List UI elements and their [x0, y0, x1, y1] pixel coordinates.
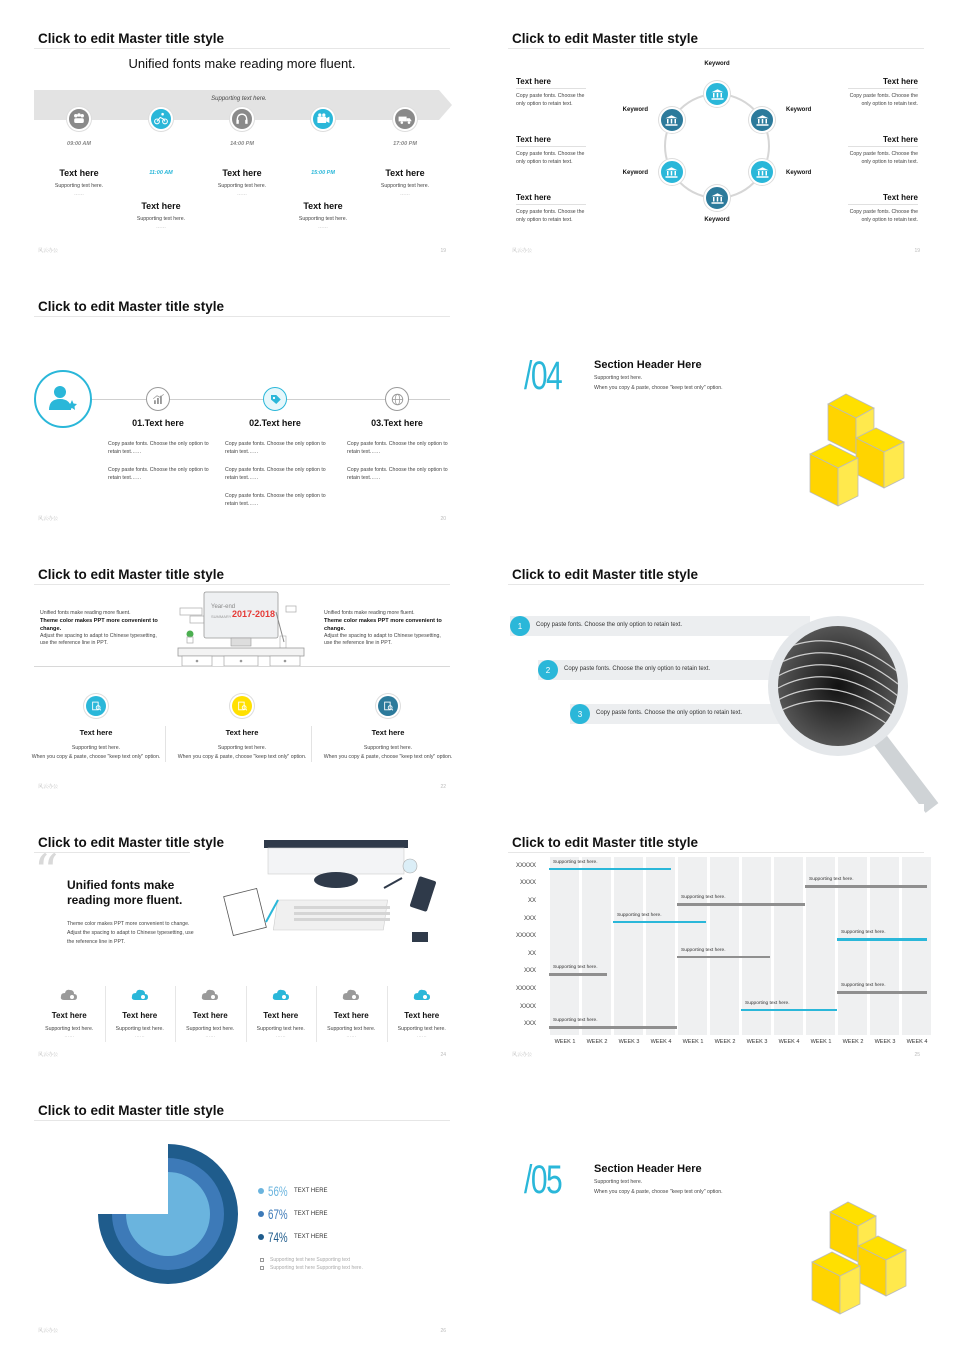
milestone-sub: Supporting text here. — [380, 183, 430, 189]
screen-small: Year-end — [211, 604, 236, 610]
checkbox-icon — [260, 1258, 264, 1262]
keyword-label: Keyword — [704, 61, 730, 67]
left-text-block — [40, 610, 165, 647]
week-column — [870, 857, 899, 1035]
divider — [508, 584, 924, 585]
legend-label: TEXT HERE — [294, 1211, 328, 1217]
bank-icon — [704, 81, 730, 107]
legend-label: TEXT HERE — [294, 1234, 328, 1240]
row-label: XXXXX — [515, 862, 536, 869]
bar-number: 3 — [570, 704, 590, 724]
section-sub2: When you copy & paste, choose "keep text only" option. — [594, 1189, 723, 1195]
legend-percent: 56% — [268, 1183, 288, 1199]
row-label: XXX — [523, 968, 536, 975]
column-sub: Supporting text here. — [256, 1026, 305, 1032]
keyword-label: Keyword — [704, 217, 730, 223]
column-sub: Supporting text here. — [186, 1026, 235, 1032]
right-item-rule — [848, 88, 918, 89]
slide-gantt — [474, 804, 928, 1064]
right-item-title: Text here — [883, 135, 918, 144]
milestone-title: Text here — [222, 168, 262, 178]
desk-illustration — [226, 840, 446, 956]
column-dots: …… — [64, 1033, 75, 1039]
footer-logo: 风云办公 — [38, 248, 59, 254]
gantt-bar-text: Supporting text here. — [681, 947, 726, 953]
left-line3: Adjust the spacing to adapt to Chinese typesetting, use the reference line in PPT. — [40, 633, 157, 646]
week-label: WEEK 4 — [906, 1039, 928, 1045]
headline: Unified fonts make reading more fluent. — [128, 56, 356, 71]
slide-title: Click to edit Master title style — [512, 31, 699, 46]
slide-title: Click to edit Master title style — [512, 567, 699, 582]
column-dots: …… — [205, 1033, 216, 1039]
radial-chart — [96, 1142, 246, 1288]
step-title: 03.Text here — [371, 418, 423, 428]
bank-icon — [659, 159, 685, 185]
milestone-dots: …… — [156, 224, 166, 230]
footer-logo: 风云办公 — [38, 1328, 59, 1334]
milestone-time: 17:00 PM — [393, 141, 417, 147]
slide-title: Click to edit Master title style — [38, 835, 225, 850]
page-number: 22 — [440, 784, 446, 790]
slide-section-04 — [474, 268, 924, 528]
left-item-rule — [516, 88, 586, 89]
legend-dot — [258, 1188, 264, 1194]
gantt-bar — [805, 885, 927, 888]
column-sub: Supporting text here. — [115, 1026, 164, 1032]
left-line2: Theme color makes PPT more convenient to change. — [40, 618, 158, 632]
arrow-text: Supporting text here. — [211, 96, 267, 102]
quote-icon: “ — [34, 844, 59, 900]
column-line2: When you copy & paste, choose "keep text only" option. — [323, 754, 453, 760]
step-paragraph: Copy paste fonts. Choose the only option to retain text…… — [225, 467, 326, 481]
step-paragraph: Copy paste fonts. Choose the only option to retain text…… — [108, 467, 209, 481]
row-label: XX — [527, 950, 536, 957]
footer-logo: 风云办公 — [512, 248, 533, 254]
milestone-title: Text here — [59, 168, 99, 178]
bar-text: Copy paste fonts. Choose the only option to retain text. — [564, 666, 711, 672]
right-line1: Unified fonts make reading more fluent. — [324, 610, 415, 616]
gantt-bar — [549, 1026, 677, 1029]
user-star-icon — [34, 370, 92, 428]
step-paragraph: Copy paste fonts. Choose the only option to retain text…… — [347, 467, 448, 481]
search-doc-icon — [86, 696, 106, 716]
week-label: WEEK 1 — [554, 1039, 576, 1045]
left-item-title: Text here — [516, 193, 551, 202]
column-title: Text here — [51, 1011, 87, 1020]
week-label: WEEK 2 — [714, 1039, 736, 1045]
right-text-block — [324, 610, 449, 647]
step-paragraph: Copy paste fonts. Choose the only option to retain text…… — [347, 441, 448, 455]
divider — [34, 584, 450, 585]
column-line1: Supporting text here. — [363, 745, 413, 751]
body-text: Theme color makes PPT more convenient to change. Adjust the spacing to adapt to Chinese typesetting, use the reference line in PPT. — [67, 921, 194, 945]
step-title: 02.Text here — [249, 418, 301, 428]
right-line2: Theme color makes PPT more convenient to change. — [324, 618, 442, 632]
bar-number: 2 — [538, 660, 558, 680]
gantt-bar — [549, 868, 671, 871]
legend-percent: 74% — [268, 1229, 288, 1245]
people-icon — [67, 107, 91, 131]
slide-title: Click to edit Master title style — [512, 835, 699, 850]
gantt-bar — [549, 973, 607, 976]
screen-summary: SUMMARY — [211, 614, 232, 619]
left-item-title: Text here — [516, 77, 551, 86]
row-label: XXXXX — [515, 933, 536, 940]
column-title: Text here — [79, 728, 113, 737]
legend-dot — [258, 1211, 264, 1217]
page-number: 20 — [440, 516, 446, 522]
column-title: Text here — [404, 1011, 440, 1020]
week-label: WEEK 2 — [842, 1039, 864, 1045]
section-sub1: Supporting text here. — [594, 375, 643, 381]
week-label: WEEK 1 — [682, 1039, 704, 1045]
week-label: WEEK 3 — [746, 1039, 768, 1045]
headline: Unified fonts make reading more fluent. — [67, 878, 183, 907]
globe-icon — [385, 387, 409, 411]
page-number: 19 — [914, 248, 920, 254]
row-label: XXX — [523, 915, 536, 922]
right-item-body: Copy paste fonts. Choose the only option to retain text. — [849, 93, 918, 107]
slide-workspace — [0, 804, 450, 1064]
week-column — [646, 857, 675, 1035]
gantt-bar-text: Supporting text here. — [617, 912, 662, 918]
week-column — [582, 857, 611, 1035]
week-label: WEEK 4 — [778, 1039, 800, 1045]
left-item-body: Copy paste fonts. Choose the only option to retain text. — [516, 93, 585, 107]
bank-icon — [704, 185, 730, 211]
week-column — [838, 857, 867, 1035]
tag-icon — [263, 387, 287, 411]
right-item-rule — [848, 146, 918, 147]
gantt-bar-text: Supporting text here. — [553, 859, 598, 865]
gantt-bar-text: Supporting text here. — [841, 930, 886, 936]
milestone-dots: …… — [400, 191, 410, 197]
slide-magnifier — [474, 536, 924, 808]
gantt-bar — [837, 991, 927, 994]
milestone-sub: Supporting text here. — [298, 216, 348, 222]
gantt-bar-text: Supporting text here. — [681, 895, 726, 900]
column-line2: When you copy & paste, choose "keep text only" option. — [31, 754, 161, 760]
week-label: WEEK 2 — [586, 1039, 608, 1045]
slide-title: Click to edit Master title style — [38, 1103, 225, 1118]
right-item-title: Text here — [883, 77, 918, 86]
row-label: XXX — [523, 1021, 536, 1028]
column-divider — [165, 726, 166, 762]
left-item-title: Text here — [516, 135, 551, 144]
left-item-rule — [516, 146, 586, 147]
section-number: /05 — [524, 1158, 562, 1202]
gantt-bar-text: Supporting text here. — [745, 1000, 790, 1006]
column-divider — [311, 726, 312, 762]
divider — [34, 316, 450, 317]
page-number: 26 — [440, 1328, 446, 1334]
right-item-rule — [848, 204, 918, 205]
week-column — [550, 857, 579, 1035]
footer-logo: 风云办公 — [38, 1052, 59, 1058]
mid-line — [34, 666, 450, 667]
column-line2: When you copy & paste, choose "keep text only" option. — [177, 754, 307, 760]
boxes-illustration — [806, 394, 906, 514]
divider — [34, 48, 450, 49]
column-title: Text here — [192, 1011, 228, 1020]
left-line1: Unified fonts make reading more fluent. — [40, 610, 131, 616]
column-title: Text here — [333, 1011, 369, 1020]
right-item-body: Copy paste fonts. Choose the only option to retain text. — [849, 151, 918, 165]
gantt-bar-text: Supporting text here. — [841, 983, 886, 988]
milestone-time: 14:00 PM — [230, 141, 254, 147]
slide-title: Click to edit Master title style — [38, 299, 225, 314]
milestone-title: Text here — [385, 168, 425, 178]
truck-icon — [393, 107, 417, 131]
search-doc-icon — [232, 696, 252, 716]
right-line3: Adjust the spacing to adapt to Chinese typesetting, use the reference line in PPT. — [324, 633, 441, 646]
right-item-body: Copy paste fonts. Choose the only option to retain text. — [849, 209, 918, 223]
bar-text: Copy paste fonts. Choose the only option to retain text. — [536, 622, 683, 628]
cloud-search-icon — [131, 988, 149, 1002]
milestone-sub: Supporting text here. — [217, 183, 267, 189]
week-label: WEEK 3 — [618, 1039, 640, 1045]
milestone-dots: …… — [318, 224, 328, 230]
column-title: Text here — [225, 728, 259, 737]
gantt-bar — [677, 956, 770, 959]
milestone-title: Text here — [141, 201, 181, 211]
section-header: Section Header Here — [594, 359, 702, 371]
page-number: 19 — [440, 248, 446, 254]
slide-title: Click to edit Master title style — [38, 567, 225, 582]
camera-icon — [311, 107, 335, 131]
section-sub1: Supporting text here. — [594, 1179, 643, 1185]
note-text: Supporting text here Supporting text — [270, 1257, 351, 1263]
slide-timeline — [0, 0, 450, 260]
slide-keyword-ring — [474, 0, 924, 260]
row-label: XXXXX — [515, 986, 536, 992]
left-item-rule — [516, 204, 586, 205]
section-sub2: When you copy & paste, choose "keep text only" option. — [594, 385, 723, 391]
desk-illustration — [176, 592, 304, 672]
left-item-body: Copy paste fonts. Choose the only option to retain text. — [516, 151, 585, 165]
gantt-bar — [837, 938, 927, 941]
gantt-bar — [741, 1009, 837, 1012]
slide-three-steps — [0, 268, 450, 528]
milestone-time: 15:00 PM — [311, 170, 335, 176]
milestone-time: 11:00 AM — [149, 170, 173, 176]
section-header: Section Header Here — [594, 1163, 702, 1175]
gantt-bar — [613, 921, 706, 924]
row-label: XXXX — [519, 880, 536, 887]
footer-logo: 风云办公 — [38, 784, 59, 790]
search-doc-icon — [378, 696, 398, 716]
column-dots: …… — [346, 1033, 357, 1039]
milestone-sub: Supporting text here. — [136, 216, 186, 222]
note-text: Supporting text here Supporting text here. — [270, 1265, 363, 1271]
gantt-bar-text: Supporting text here. — [809, 877, 854, 883]
bank-icon — [749, 107, 775, 133]
keyword-label: Keyword — [622, 170, 648, 176]
row-label: XX — [527, 898, 536, 904]
slide-title: Click to edit Master title style — [38, 31, 225, 46]
gantt-bar — [677, 903, 805, 906]
left-item-body: Copy paste fonts. Choose the only option to retain text. — [516, 209, 585, 223]
page-number: 24 — [440, 1052, 446, 1058]
headphones-icon — [230, 107, 254, 131]
step-paragraph: Copy paste fonts. Choose the only option to retain text…… — [108, 441, 209, 455]
column-dots: …… — [275, 1033, 286, 1039]
step-title: 01.Text here — [132, 418, 184, 428]
page-number: 25 — [914, 1052, 920, 1058]
chart-icon — [146, 387, 170, 411]
column-sub: Supporting text here. — [45, 1026, 94, 1032]
slide-radial-chart — [0, 1072, 450, 1340]
column-title: Text here — [263, 1011, 299, 1020]
week-column — [678, 857, 707, 1035]
column-title: Text here — [371, 728, 405, 737]
week-label: WEEK 4 — [650, 1039, 672, 1045]
bank-icon — [749, 159, 775, 185]
bar-number: 1 — [510, 616, 530, 636]
keyword-label: Keyword — [786, 170, 812, 176]
cloud-search-icon — [201, 988, 219, 1002]
keyword-label: Keyword — [622, 107, 648, 113]
legend-label: TEXT HERE — [294, 1188, 328, 1194]
footer-logo: 风云办公 — [512, 1052, 533, 1058]
column-dots: …… — [134, 1033, 145, 1039]
milestone-time: 09:00 AM — [67, 141, 91, 147]
column-sub: Supporting text here. — [397, 1026, 446, 1032]
keyword-label: Keyword — [786, 107, 812, 113]
week-column — [614, 857, 643, 1035]
column-dots: …… — [416, 1033, 427, 1039]
week-column — [710, 857, 739, 1035]
legend-percent: 67% — [268, 1206, 288, 1222]
right-item-title: Text here — [883, 193, 918, 202]
divider — [34, 1120, 450, 1121]
step-paragraph: Copy paste fonts. Choose the only option to retain text…… — [225, 441, 326, 455]
week-column — [902, 857, 931, 1035]
week-label: WEEK 3 — [874, 1039, 896, 1045]
column-sub: Supporting text here. — [327, 1026, 376, 1032]
cloud-search-icon — [342, 988, 360, 1002]
column-line1: Supporting text here. — [71, 745, 121, 751]
legend-dot — [258, 1234, 264, 1240]
gantt-bar-text: Supporting text here. — [553, 965, 598, 971]
column-line1: Supporting text here. — [217, 745, 267, 751]
step-paragraph: Copy paste fonts. Choose the only option to retain text…… — [225, 493, 326, 507]
milestone-title: Text here — [303, 201, 343, 211]
divider — [508, 852, 924, 853]
column-title: Text here — [122, 1011, 158, 1020]
boxes-illustration — [808, 1202, 908, 1322]
section-number: /04 — [524, 354, 562, 398]
slide-section-05 — [474, 1072, 924, 1340]
row-label: XXXX — [519, 1003, 536, 1010]
cloud-search-icon — [272, 988, 290, 1002]
cloud-search-icon — [413, 988, 431, 1002]
milestone-dots: …… — [237, 191, 247, 197]
milestone-sub: Supporting text here. — [54, 183, 104, 189]
bar-text: Copy paste fonts. Choose the only option to retain text. — [596, 710, 743, 716]
magnifier-illustration — [764, 612, 924, 808]
cloud-search-icon — [60, 988, 78, 1002]
slide-year-end — [0, 536, 453, 796]
gantt-bar-text: Supporting text here. — [553, 1018, 598, 1024]
screen-year: 2017-2018 — [232, 609, 276, 619]
footer-logo: 风云办公 — [38, 516, 59, 522]
cycling-icon — [149, 107, 173, 131]
milestone-dots: …… — [74, 191, 84, 197]
week-label: WEEK 1 — [810, 1039, 832, 1045]
bank-icon — [659, 107, 685, 133]
checkbox-icon — [260, 1266, 264, 1270]
